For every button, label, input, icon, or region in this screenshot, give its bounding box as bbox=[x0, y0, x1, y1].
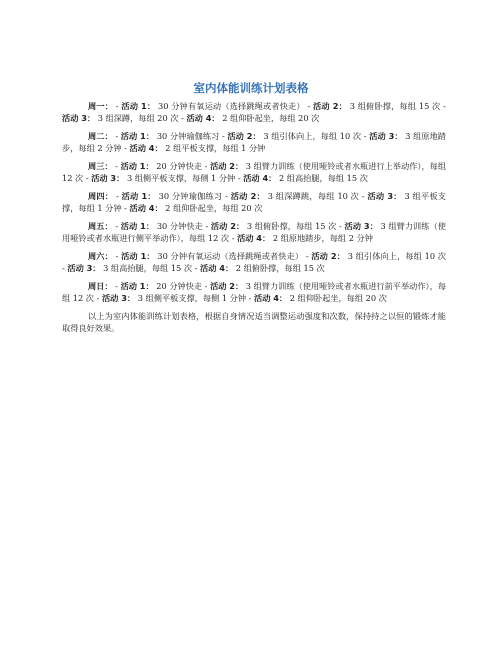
day-label: 周二： bbox=[88, 131, 113, 141]
activity-label: 活动 4： bbox=[243, 173, 277, 183]
day-label: 周五： bbox=[88, 221, 113, 231]
activity-label: 活动 1： bbox=[121, 191, 156, 201]
day-paragraph: 周五： - 活动 1： 30 分钟快走 - 活动 2： 3 组俯卧撑，每组 15 次 - 活动 3： 3 组臂力训练（使用哑铃或者水瓶进行侧平举动作），每组 12 次 - 活动 4： 2 组原地踏步，每组 2 分钟 bbox=[62, 221, 446, 243]
document-title: 室内体能训练计划表格 bbox=[193, 81, 309, 95]
activity-label: 活动 2： bbox=[313, 101, 347, 111]
activity-label: 活动 3： bbox=[91, 173, 125, 183]
activity-text: 3 组臂力训练（使用哑铃或者水瓶进行侧平举动作），每组 12 次 bbox=[62, 221, 446, 243]
activity-text: 2 组仰卧起坐，每组 20 次 bbox=[289, 293, 387, 303]
activity-label: 活动 4： bbox=[129, 203, 163, 213]
activity-label: 活动 4： bbox=[237, 233, 271, 243]
day-label: 周一： bbox=[88, 101, 114, 111]
day-paragraph: 周日： - 活动 1： 20 分钟快走 - 活动 2： 3 组臂力训练（使用哑铃或者水瓶进行前平举动作），每组 12 次 - 活动 3： 3 组侧平板支撑，每侧 1 分钟 - 活动 4： 2 组仰卧起坐，每组 20 次 bbox=[62, 281, 447, 303]
activity-text: 3 组臂力训练（使用哑铃或者水瓶进行上举动作），每组 12 次 bbox=[62, 161, 447, 183]
activity-text: 3 组引体向上，每组 10 次 bbox=[347, 251, 446, 261]
activity-label: 活动 3： bbox=[369, 131, 403, 141]
day-label: 周六： bbox=[88, 251, 113, 261]
activity-text: 2 组仰卧起坐，每组 20 次 bbox=[165, 203, 263, 213]
schedule-list bbox=[62, 100, 446, 304]
activity-text: 30 分钟快走 bbox=[156, 221, 203, 231]
document-body bbox=[62, 100, 446, 340]
activity-text: 2 组平板支撑，每组 1 分钟 bbox=[165, 143, 266, 153]
activity-text: 2 组高抬腿，每组 15 次 bbox=[278, 173, 368, 183]
activity-text: 30 分钟瑜伽练习 bbox=[158, 191, 223, 201]
activity-label: 活动 3： bbox=[367, 191, 402, 201]
activity-text: 3 组俯卧撑，每组 15 次 bbox=[246, 221, 337, 231]
day-label: 周日： bbox=[88, 281, 113, 291]
activity-text: 3 组深蹲，每组 20 次 bbox=[97, 113, 179, 123]
activity-label: 活动 1： bbox=[120, 131, 155, 141]
activity-label: 活动 1： bbox=[121, 101, 156, 111]
day-paragraph: 周六： - 活动 1： 30 分钟有氧运动（选择跳绳或者快走） - 活动 2： 3 组引体向上，每组 10 次 - 活动 3： 3 组高抬腿，每组 15 次 - 活动 4： 2 组俯卧撑，每组 15 次 bbox=[62, 251, 446, 273]
closing-paragraph: 以上为室内体能训练计划表格，根据自身情况适当调整运动强度和次数，保持持之以恒的锻炼才能取得良好效果。 bbox=[62, 311, 446, 333]
activity-label: 活动 2： bbox=[230, 191, 265, 201]
activity-label: 活动 3： bbox=[62, 113, 96, 123]
day-paragraph: 周三： - 活动 1： 20 分钟快走 - 活动 2： 3 组臂力训练（使用哑铃或者水瓶进行上举动作），每组 12 次 - 活动 3： 3 组侧平板支撑，每侧 1 分钟 - 活动 4： 2 组高抬腿，每组 15 次 bbox=[62, 161, 447, 183]
activity-text: 2 组原地踏步，每组 2 分钟 bbox=[272, 233, 373, 243]
activity-text: 3 组高抬腿，每组 15 次 bbox=[103, 263, 193, 273]
day-label: 周三： bbox=[88, 161, 113, 171]
activity-text: 3 组深蹲跳，每组 10 次 bbox=[267, 191, 360, 201]
activity-label: 活动 2： bbox=[227, 131, 261, 141]
activity-label: 活动 4： bbox=[200, 263, 234, 273]
activity-label: 活动 4： bbox=[254, 293, 288, 303]
activity-label: 活动 2： bbox=[210, 221, 245, 231]
activity-text: 2 组仰卧起坐，每组 20 次 bbox=[222, 113, 320, 123]
activity-text: 30 分钟瑜伽练习 bbox=[156, 131, 220, 141]
activity-text: 3 组俯卧撑，每组 15 次 bbox=[349, 101, 441, 111]
activity-label: 活动 3： bbox=[101, 293, 136, 303]
activity-text: 20 分钟快走 bbox=[156, 161, 203, 171]
activity-text: 30 分钟有氧运动（选择跳绳或者快走） bbox=[158, 101, 305, 111]
activity-label: 活动 4： bbox=[129, 143, 163, 153]
activity-label: 活动 3： bbox=[67, 263, 101, 273]
activity-label: 活动 1： bbox=[121, 251, 155, 261]
activity-label: 活动 2： bbox=[210, 161, 244, 171]
activity-text: 3 组臂力训练（使用哑铃或者水瓶进行前平举动作），每组 12 次 bbox=[62, 281, 447, 303]
activity-text: 30 分钟有氧运动（选择跳绳或者快走） bbox=[157, 251, 304, 261]
activity-text: 20 分钟快走 bbox=[156, 281, 203, 291]
activity-label: 活动 3： bbox=[344, 221, 378, 231]
activity-label: 活动 4： bbox=[186, 113, 220, 123]
activity-text: 3 组平板支撑，每组 1 分钟 bbox=[62, 191, 446, 213]
day-paragraph: 周四： - 活动 1： 30 分钟瑜伽练习 - 活动 2： 3 组深蹲跳，每组 10 次 - 活动 3： 3 组平板支撑，每组 1 分钟 - 活动 4： 2 组仰卧起坐，每组 20 次 bbox=[62, 191, 446, 213]
day-paragraph: 周二： - 活动 1： 30 分钟瑜伽练习 - 活动 2： 3 组引体向上，每组 10 次 - 活动 3： 3 组原地踏步，每组 2 分钟 - 活动 4： 2 组平板支撑，每组 1 分钟 bbox=[62, 131, 446, 153]
day-paragraph: 周一： - 活动 1： 30 分钟有氧运动（选择跳绳或者快走） - 活动 2： 3 组俯卧撑，每组 15 次 - 活动 3： 3 组深蹲，每组 20 次 - 活动 4： 2 组仰卧起坐，每组 20 次 bbox=[62, 101, 446, 123]
activity-text: 3 组侧平板支撑，每侧 1 分钟 bbox=[126, 173, 236, 183]
activity-label: 活动 1： bbox=[120, 281, 154, 291]
activity-label: 活动 1： bbox=[120, 221, 155, 231]
activity-label: 活动 1： bbox=[120, 161, 154, 171]
activity-label: 活动 2： bbox=[210, 281, 244, 291]
activity-text: 3 组引体向上，每组 10 次 bbox=[263, 131, 362, 141]
activity-text: 3 组原地踏步，每组 2 分钟 bbox=[62, 131, 446, 153]
activity-text: 3 组侧平板支撑，每侧 1 分钟 bbox=[137, 293, 247, 303]
activity-label: 活动 2： bbox=[311, 251, 345, 261]
activity-text: 2 组俯卧撑，每组 15 次 bbox=[235, 263, 325, 273]
day-label: 周四： bbox=[88, 191, 114, 201]
